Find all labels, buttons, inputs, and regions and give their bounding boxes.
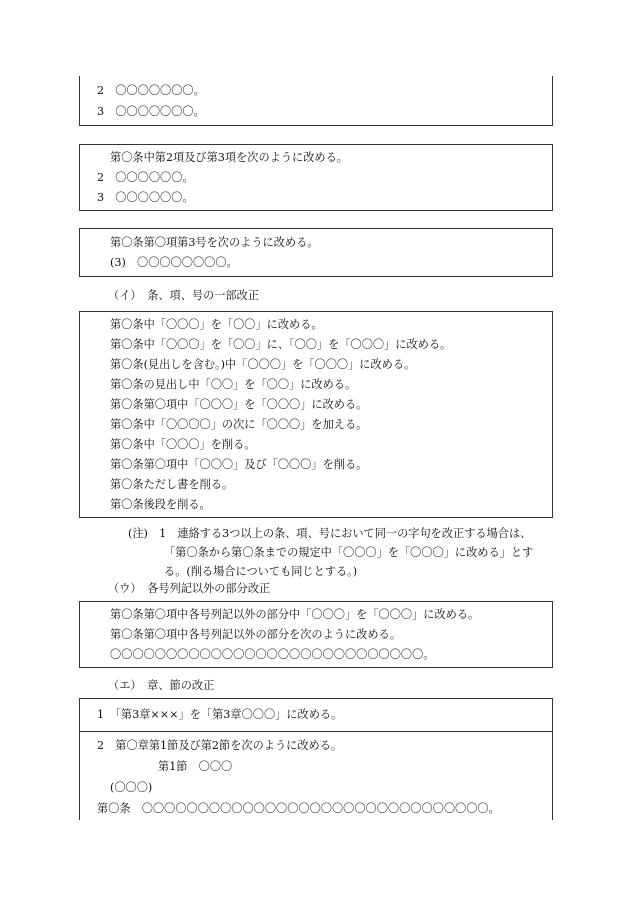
box6-row2-line: 2 第〇章第1節及び第2節を次のように改める。: [97, 739, 343, 752]
box5-line: 第〇条第〇項中各号列記以外の部分中「〇〇〇」を「〇〇〇」に改める。: [110, 608, 480, 621]
box4-line: 第〇条中「〇〇〇〇」の次に「〇〇〇」を加える。: [110, 418, 368, 431]
box3-line: (3) 〇〇〇〇〇〇〇〇。: [110, 256, 238, 269]
amendment-box-2: [79, 144, 553, 211]
box6-row2-line: (〇〇〇): [110, 781, 153, 794]
section-heading-e: （エ） 章、節の改正: [108, 679, 215, 692]
box4-line: 第〇条後段を削る。: [110, 498, 211, 511]
note-line: 「第〇条から第〇条までの規定中「〇〇〇」を「〇〇〇」に改める」とす: [164, 546, 534, 559]
box5-line: 第〇条第〇項中各号列記以外の部分を次のように改める。: [110, 628, 401, 641]
note-line: る。(削る場合についても同じとする。): [164, 565, 358, 578]
box4-line: 第〇条第〇項中「〇〇〇」を「〇〇〇」に改める。: [110, 398, 368, 411]
box4-line: 第〇条中「〇〇〇」を「〇〇」に改める。: [110, 318, 323, 331]
row-divider: [80, 731, 552, 732]
amendment-box-4: [79, 311, 553, 518]
box4-line: 第〇条(見出しを含む。)中「〇〇〇」を「〇〇〇」に改める。: [110, 358, 416, 371]
box1-line: 2 〇〇〇〇〇〇〇。: [97, 84, 205, 97]
box6-row1: 1 「第3章×××」を「第3章〇〇〇」に改める。: [97, 708, 343, 721]
note-line: (注) 1 連絡する3つ以上の条、項、号において同一の字句を改正する場合は、: [128, 527, 532, 540]
box2-line: 2 〇〇〇〇〇〇。: [97, 171, 194, 184]
box2-line: 3 〇〇〇〇〇〇。: [97, 191, 194, 204]
box3-line: 第〇条第〇項第3号を次のように改める。: [110, 236, 319, 249]
box4-line: 第〇条ただし書を削る。: [110, 478, 234, 491]
box4-line: 第〇条の見出し中「〇〇」を「〇〇」に改める。: [110, 378, 357, 391]
box1-line: 3 〇〇〇〇〇〇〇。: [97, 105, 205, 118]
box6-row2-line: 第1節 〇〇〇: [158, 760, 233, 773]
box4-line: 第〇条中「〇〇〇」を「〇〇」に、「〇〇」を「〇〇〇」に改める。: [110, 338, 452, 351]
box4-line: 第〇条中「〇〇〇」を削る。: [110, 438, 256, 451]
section-heading-u: （ウ） 各号列記以外の部分改正: [108, 582, 271, 595]
section-heading-i: （イ） 条、項、号の一部改正: [108, 289, 260, 302]
amendment-box-6: [79, 698, 553, 820]
box5-line: 〇〇〇〇〇〇〇〇〇〇〇〇〇〇〇〇〇〇〇〇〇〇〇〇〇〇〇〇。: [110, 648, 435, 661]
amendment-box-3: [79, 228, 553, 277]
box2-line: 第〇条中第2項及び第3項を次のように改める。: [110, 151, 348, 164]
amendment-box-1: [79, 76, 553, 126]
box4-line: 第〇条第〇項中「〇〇〇」及び「〇〇〇」を削る。: [110, 458, 368, 471]
amendment-box-5: [79, 601, 553, 668]
box6-row2-line: 第〇条 〇〇〇〇〇〇〇〇〇〇〇〇〇〇〇〇〇〇〇〇〇〇〇〇〇〇〇〇〇〇〇。: [97, 802, 500, 815]
